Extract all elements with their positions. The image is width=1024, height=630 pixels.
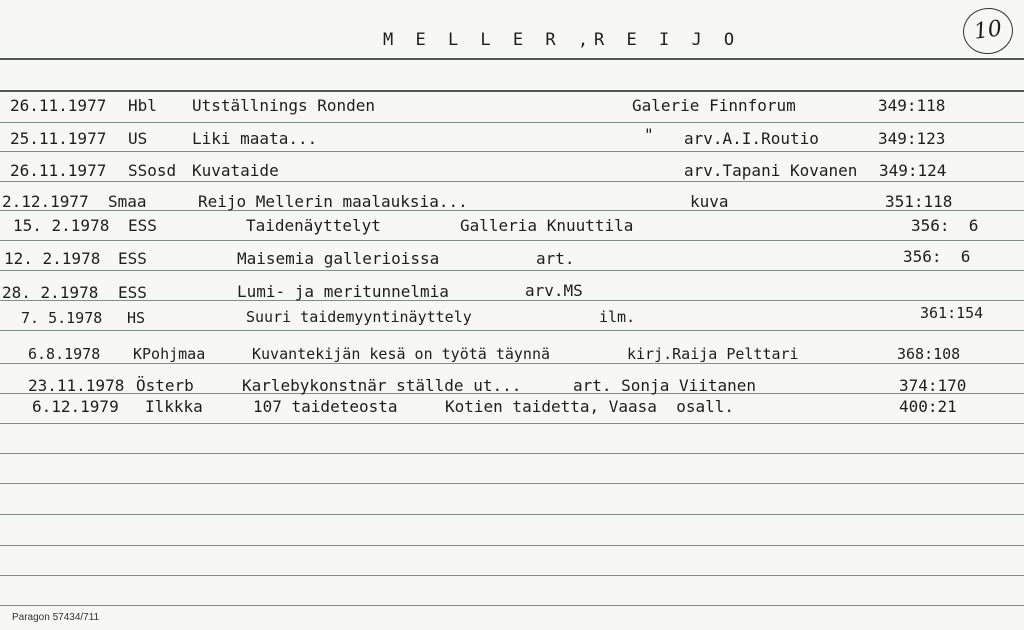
ruled-line	[0, 514, 1024, 515]
entry-source: Smaa	[108, 192, 147, 211]
ruled-line	[0, 545, 1024, 546]
entry-note: Galerie Finnforum	[632, 96, 796, 115]
entry-ref: 349:123	[878, 129, 946, 148]
entry-title: Karlebykonstnär ställde ut...	[242, 376, 522, 395]
entry-date: 26.11.1977	[10, 96, 107, 115]
entry-date: 7. 5.1978	[21, 309, 103, 327]
entry-note: art. Sonja Viitanen	[573, 376, 757, 395]
entry-date: 6.8.1978	[28, 345, 101, 363]
entry-ref: 351:118	[885, 192, 953, 211]
entry-note: kirj.Raija Pelttari	[627, 345, 799, 363]
entry-note: ilm.	[599, 308, 636, 326]
entry-date: 25.11.1977	[10, 129, 107, 148]
entry-note: arv.MS	[525, 281, 583, 300]
entry-note: Kotien taidetta, Vaasa osall.	[445, 397, 734, 416]
entry-source: ESS	[128, 216, 157, 235]
ditto-mark: "	[644, 125, 654, 144]
entry-title: Kuvataide	[192, 161, 279, 180]
entry-source: SSosd	[128, 161, 177, 180]
entry-title: Suuri taidemyyntinäyttely	[246, 308, 472, 326]
printer-imprint: Paragon 57434/711	[12, 612, 100, 623]
ruled-line	[0, 210, 1024, 211]
ruled-line	[0, 363, 1024, 364]
ruled-line	[0, 151, 1024, 152]
entry-title: Reijo Mellerin maalauksia...	[198, 192, 468, 211]
ruled-line	[0, 300, 1024, 301]
ruled-line	[0, 575, 1024, 576]
ruled-line	[0, 483, 1024, 484]
entry-title: Kuvantekijän kesä on työtä täynnä	[252, 345, 551, 363]
entry-source: US	[128, 129, 148, 148]
entry-note: Galleria Knuuttila	[460, 216, 634, 235]
entry-ref: 356: 6	[903, 247, 971, 266]
ruled-line	[0, 240, 1024, 241]
entry-note: art.	[536, 249, 575, 268]
entry-source: KPohjmaa	[133, 345, 206, 363]
card-title: M E L L E R ,R E I J O	[383, 30, 741, 50]
ruled-line	[0, 330, 1024, 331]
entry-date: 2.12.1977	[2, 192, 89, 211]
entry-title: Maisemia gallerioissa	[237, 249, 440, 268]
entry-source: HS	[127, 309, 146, 327]
ruled-line	[0, 122, 1024, 123]
entry-title: 107 taideteosta	[253, 397, 398, 416]
header-rule	[0, 58, 1024, 60]
entry-ref: 374:170	[899, 376, 967, 395]
entry-source: Hbl	[128, 96, 157, 115]
entry-note: arv.A.I.Routio	[684, 129, 819, 148]
entry-ref: 349:118	[878, 96, 946, 115]
entry-source: ESS	[118, 283, 147, 302]
entry-title: Lumi- ja meritunnelmia	[237, 282, 449, 301]
entry-ref: 349:124	[879, 161, 947, 180]
entry-ref: 400:21	[899, 397, 957, 416]
entry-date: 26.11.1977	[10, 161, 107, 180]
header-rule	[0, 90, 1024, 92]
entry-ref: 368:108	[897, 345, 961, 363]
entry-date: 12. 2.1978	[4, 249, 101, 268]
entry-title: Taidenäyttelyt	[246, 216, 381, 235]
entry-source: ESS	[118, 249, 147, 268]
ruled-line	[0, 270, 1024, 271]
card-number-stamp: 10	[960, 5, 1016, 58]
entry-date: 28. 2.1978	[2, 283, 99, 302]
entry-ref: 356: 6	[911, 216, 979, 235]
ruled-line	[0, 453, 1024, 454]
entry-title: Utställnings Ronden	[192, 96, 376, 115]
ruled-line	[0, 181, 1024, 182]
entry-title: Liki maata...	[192, 129, 318, 148]
entry-note: kuva	[690, 192, 729, 211]
entry-date: 15. 2.1978	[13, 216, 110, 235]
entry-date: 6.12.1979	[32, 397, 119, 416]
entry-source: Österb	[136, 376, 194, 395]
ruled-line	[0, 605, 1024, 606]
entry-source: Ilkkka	[145, 397, 203, 416]
entry-date: 23.11.1978	[28, 376, 125, 395]
ruled-line	[0, 423, 1024, 424]
entry-note: arv.Tapani Kovanen	[684, 161, 858, 180]
entry-ref: 361:154	[920, 304, 984, 322]
